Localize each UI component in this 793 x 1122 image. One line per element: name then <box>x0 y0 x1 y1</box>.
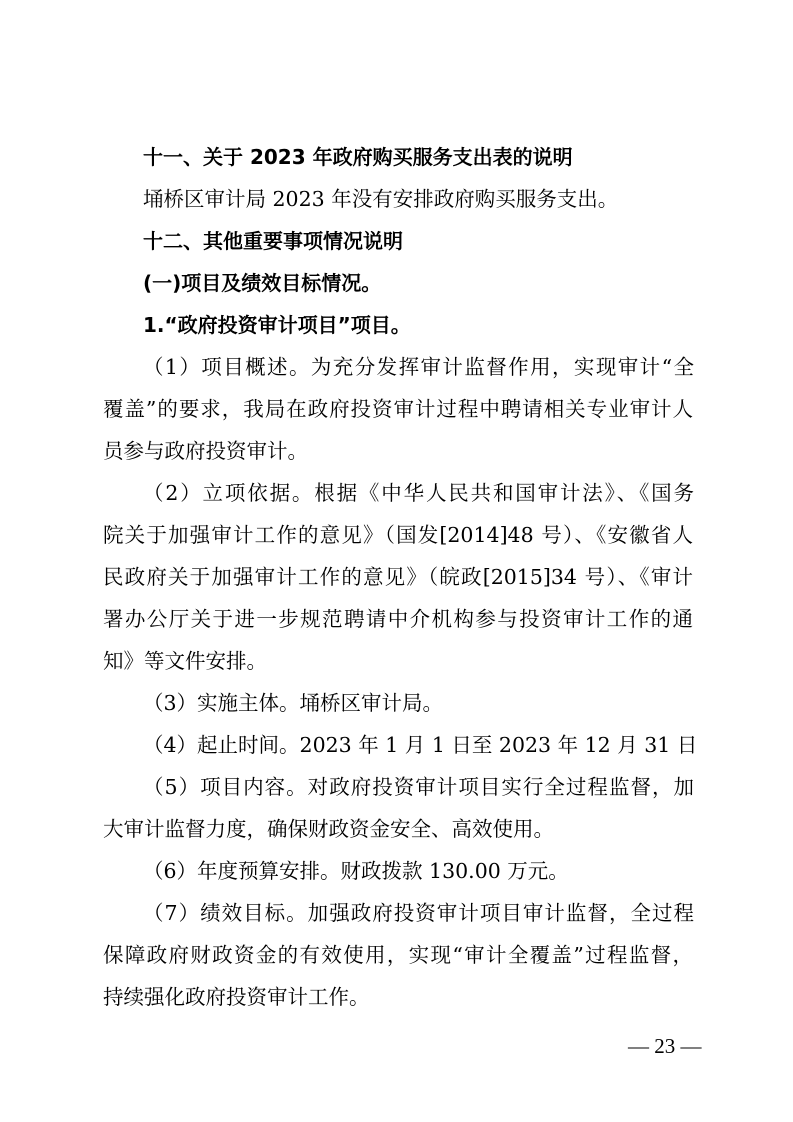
paragraph-line: （5）项目内容。对政府投资审计项目实行全过程监督，加 <box>143 775 694 799</box>
paragraph-line: 署办公厅关于进一步规范聘请中介机构参与投资审计工作的通 <box>103 607 693 631</box>
paragraph-line: （4）起止时间。2023 年 1 月 1 日至 2023 年 12 月 31 日 <box>143 733 698 757</box>
paragraph-line: （7）绩效目标。加强政府投资审计项目审计监督，全过程 <box>143 901 694 925</box>
page-number: — 23 — <box>628 1034 702 1058</box>
paragraph-line: 覆盖”的要求，我局在政府投资审计过程中聘请相关专业审计人 <box>103 397 693 421</box>
paragraph-line: （2）立项依据。根据《中华人民共和国审计法》、《国务 <box>143 481 694 505</box>
paragraph-line: （6）年度预算安排。财政拨款 130.00 万元。 <box>143 859 569 883</box>
section-heading-11: 十一、关于 2023 年政府购买服务支出表的说明 <box>143 145 573 169</box>
paragraph-line: （3）实施主体。埇桥区审计局。 <box>143 691 444 715</box>
subsection-heading: (一)项目及绩效目标情况。 <box>143 271 382 295</box>
paragraph-line: 知》等文件安排。 <box>103 649 267 673</box>
paragraph-line: 员参与政府投资审计。 <box>103 439 308 463</box>
paragraph-line: 院关于加强审计工作的意见》（国发[2014]48 号）、《安徽省人 <box>103 523 693 547</box>
paragraph-line: 埇桥区审计局 2023 年没有安排政府购买服务支出。 <box>143 187 619 211</box>
paragraph-line: 民政府关于加强审计工作的意见》（皖政[2015]34 号）、《审计 <box>103 565 693 589</box>
section-heading-12: 十二、其他重要事项情况说明 <box>143 229 403 253</box>
paragraph-line: 大审计监督力度，确保财政资金安全、高效使用。 <box>103 817 554 841</box>
paragraph-line: 持续强化政府投资审计工作。 <box>103 985 370 1009</box>
paragraph-line: 保障政府财政资金的有效使用，实现“审计全覆盖”过程监督， <box>103 943 693 967</box>
project-heading: 1.“政府投资审计项目”项目。 <box>143 313 411 337</box>
paragraph-line: （1）项目概述。为充分发挥审计监督作用，实现审计“全 <box>143 355 694 379</box>
